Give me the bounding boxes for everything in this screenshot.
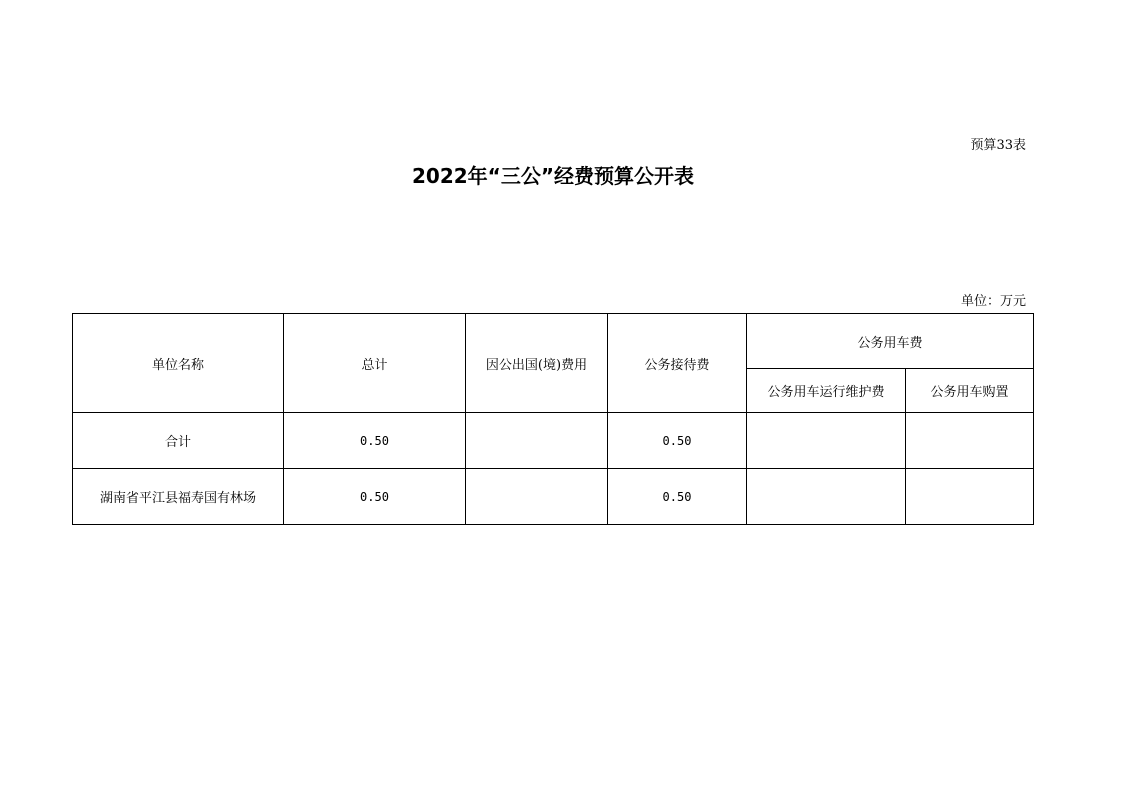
header-vehicle-purchase: 公务用车购置 (906, 369, 1034, 413)
table-row (73, 413, 1034, 469)
cell-total: 0.50 (284, 413, 466, 469)
header-total: 总计 (284, 314, 466, 413)
cell-unit-name: 合计 (73, 413, 284, 469)
budget-table (72, 313, 1034, 525)
cell-vehicle-purchase (906, 413, 1034, 469)
table-code: 预算33表 (970, 138, 1026, 153)
cell-abroad (466, 413, 608, 469)
cell-vehicle-purchase (906, 469, 1034, 525)
cell-vehicle-operation (747, 413, 906, 469)
header-abroad: 因公出国(境)费用 (466, 314, 608, 413)
unit-label: 单位：万元 (960, 294, 1026, 309)
header-vehicle: 公务用车费 (747, 314, 1034, 369)
cell-unit-name: 湖南省平江县福寿国有林场 (73, 469, 284, 525)
cell-reception: 0.50 (608, 469, 747, 525)
cell-total: 0.50 (284, 469, 466, 525)
table-row (73, 469, 1034, 525)
header-vehicle-operation: 公务用车运行维护费 (747, 369, 906, 413)
header-unit-name: 单位名称 (73, 314, 284, 413)
header-reception: 公务接待费 (608, 314, 747, 413)
page-title: 2022年“三公”经费预算公开表 (412, 164, 694, 188)
cell-abroad (466, 469, 608, 525)
cell-reception: 0.50 (608, 413, 747, 469)
table-header (73, 314, 1034, 413)
cell-vehicle-operation (747, 469, 906, 525)
